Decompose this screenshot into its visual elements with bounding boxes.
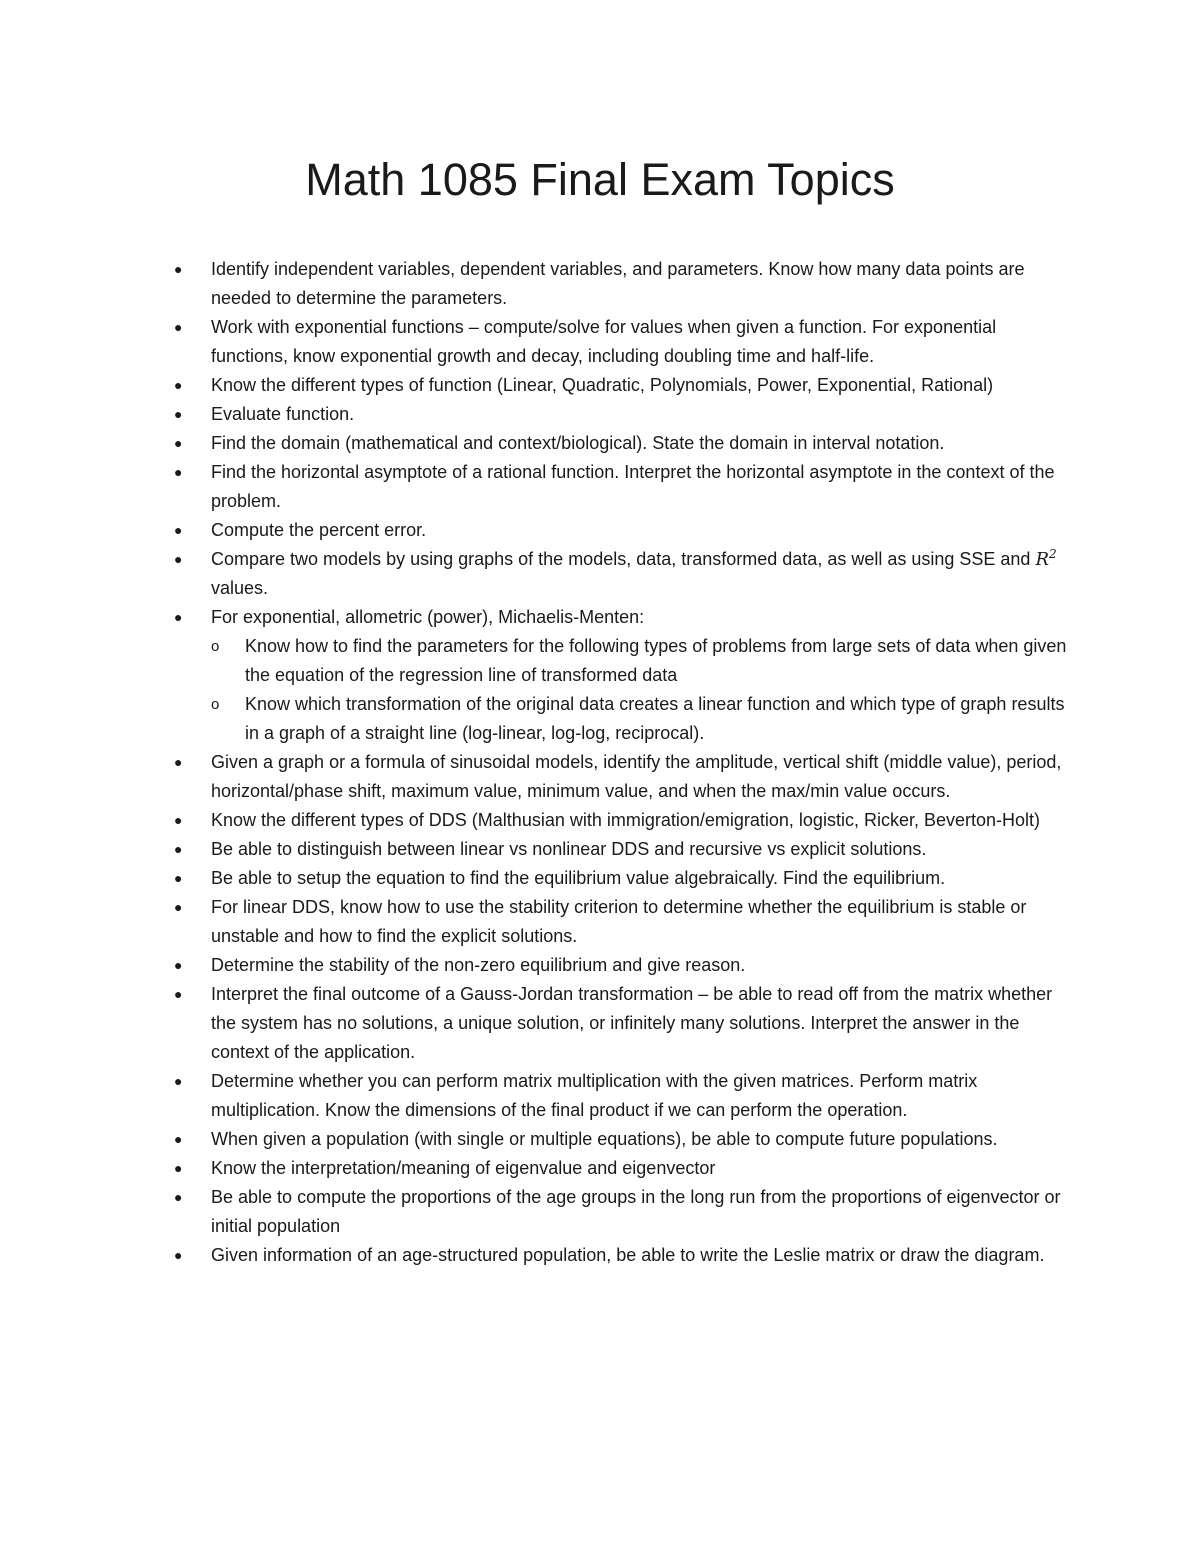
topic-item: [174, 458, 1074, 516]
topic-item: [174, 980, 1074, 1067]
topic-item: [174, 1154, 1074, 1183]
topic-item: [174, 806, 1074, 835]
subtopic-item: [211, 632, 1074, 690]
topic-text: Determine whether you can perform matrix multiplication with the given matrices. Perform matrix multiplication. Know the dimensions of the final product if we can perform the operation.: [211, 1071, 978, 1120]
bullet-icon: ●: [174, 377, 183, 393]
bullet-icon: ●: [174, 1131, 183, 1147]
topic-text: Work with exponential functions – compute/solve for values when given a function. For exponential functions, know exponential growth and decay, including doubling time and half-life.: [211, 317, 997, 366]
subtopic-item: [211, 690, 1074, 748]
bullet-icon: ●: [174, 957, 183, 973]
topic-item: [174, 371, 1074, 400]
topic-text: Given a graph or a formula of sinusoidal models, identify the amplitude, vertical shift (middle value), period, horizontal/phase shift, maximum value, minimum value, and when the max/min value occurs.: [211, 752, 1062, 801]
topic-text: Know the interpretation/meaning of eigenvalue and eigenvector: [211, 1158, 716, 1178]
bullet-icon: ●: [174, 986, 183, 1002]
topic-item: [174, 1241, 1074, 1270]
bullet-icon: ●: [174, 464, 183, 480]
topic-text: Find the domain (mathematical and context/biological). State the domain in interval notation.: [211, 433, 945, 453]
topic-text: Be able to distinguish between linear vs nonlinear DDS and recursive vs explicit solutions.: [211, 839, 927, 859]
topic-text: Know the different types of DDS (Malthusian with immigration/emigration, logistic, Ricker, Beverton-Holt): [211, 810, 1041, 830]
bullet-icon: ●: [174, 522, 183, 538]
topic-item: [174, 400, 1074, 429]
bullet-icon: ●: [174, 870, 183, 886]
circle-bullet-icon: o: [211, 696, 220, 713]
bullet-icon: ●: [174, 1160, 183, 1176]
topic-item: [174, 748, 1074, 806]
topic-item: [174, 1183, 1074, 1241]
topic-item: [174, 429, 1074, 458]
bullet-icon: ●: [174, 1247, 183, 1263]
topic-text: Find the horizontal asymptote of a rational function. Interpret the horizontal asymptote in the context of the problem.: [211, 462, 1055, 511]
subtopic-group: [174, 632, 1074, 748]
topic-item: [174, 1125, 1074, 1154]
circle-bullet-icon: o: [211, 638, 220, 655]
bullet-icon: ●: [174, 551, 183, 567]
bullet-icon: ●: [174, 1073, 183, 1089]
subtopic-text: Know how to find the parameters for the following types of problems from large sets of data when given the equation of the regression line of transformed data: [245, 636, 1067, 685]
bullet-icon: ●: [174, 899, 183, 915]
r-squared-symbol: $R^2$: [1035, 547, 1057, 570]
topic-item: [174, 893, 1074, 951]
topic-text: Evaluate function.: [211, 404, 355, 424]
topic-text: For linear DDS, know how to use the stability criterion to determine whether the equilibrium is stable or unstable and how to find the explicit solutions.: [211, 897, 1027, 946]
topic-item: [174, 603, 1074, 632]
subtopic-text: Know which transformation of the original data creates a linear function and which type of graph results in a graph of a straight line (log-linear, log-log, reciprocal).: [245, 694, 1065, 743]
bullet-icon: ●: [174, 1189, 183, 1205]
bullet-icon: ●: [174, 812, 183, 828]
topic-text: Determine the stability of the non-zero equilibrium and give reason.: [211, 955, 746, 975]
bullet-icon: ●: [174, 609, 183, 625]
bullet-icon: ●: [174, 319, 183, 335]
page-title: Math 1085 Final Exam Topics: [305, 154, 895, 205]
bullet-icon: ●: [174, 261, 183, 277]
bullet-icon: ●: [174, 406, 183, 422]
topic-item: [174, 835, 1074, 864]
bullet-icon: ●: [174, 435, 183, 451]
topic-text: Compute the percent error.: [211, 520, 427, 540]
topic-text: For exponential, allometric (power), Michaelis-Menten:: [211, 607, 645, 627]
topic-text: Be able to compute the proportions of the age groups in the long run from the proportions of eigenvector or initial population: [211, 1187, 1061, 1236]
topic-item: [174, 255, 1074, 313]
topic-item: [174, 951, 1074, 980]
topic-item: [174, 313, 1074, 371]
topic-item: [174, 864, 1074, 893]
subtopic-list: [174, 632, 1074, 748]
topic-text-after: values.: [211, 578, 269, 598]
topic-text: Know the different types of function (Linear, Quadratic, Polynomials, Power, Exponential, Rational): [211, 375, 994, 395]
topic-item: [174, 1067, 1074, 1125]
topic-text: Compare two models by using graphs of the models, data, transformed data, as well as using SSE and: [211, 549, 1031, 569]
topic-text: Identify independent variables, dependent variables, and parameters. Know how many data points are needed to determine the parameters.: [211, 259, 1025, 308]
topic-item: [174, 545, 1074, 603]
topic-item: [174, 516, 1074, 545]
topic-text: Given information of an age-structured population, be able to write the Leslie matrix or draw the diagram.: [211, 1245, 1045, 1265]
topic-text: When given a population (with single or multiple equations), be able to compute future populations.: [211, 1129, 998, 1149]
topic-text: Be able to setup the equation to find the equilibrium value algebraically. Find the equilibrium.: [211, 868, 946, 888]
bullet-icon: ●: [174, 841, 183, 857]
topic-list: [174, 255, 1074, 1270]
topic-text: Interpret the final outcome of a Gauss-Jordan transformation – be able to read off from the matrix whether the system has no solutions, a unique solution, or infinitely many solutions. Interpret the answer in the context of the application.: [211, 984, 1053, 1062]
bullet-icon: ●: [174, 754, 183, 770]
